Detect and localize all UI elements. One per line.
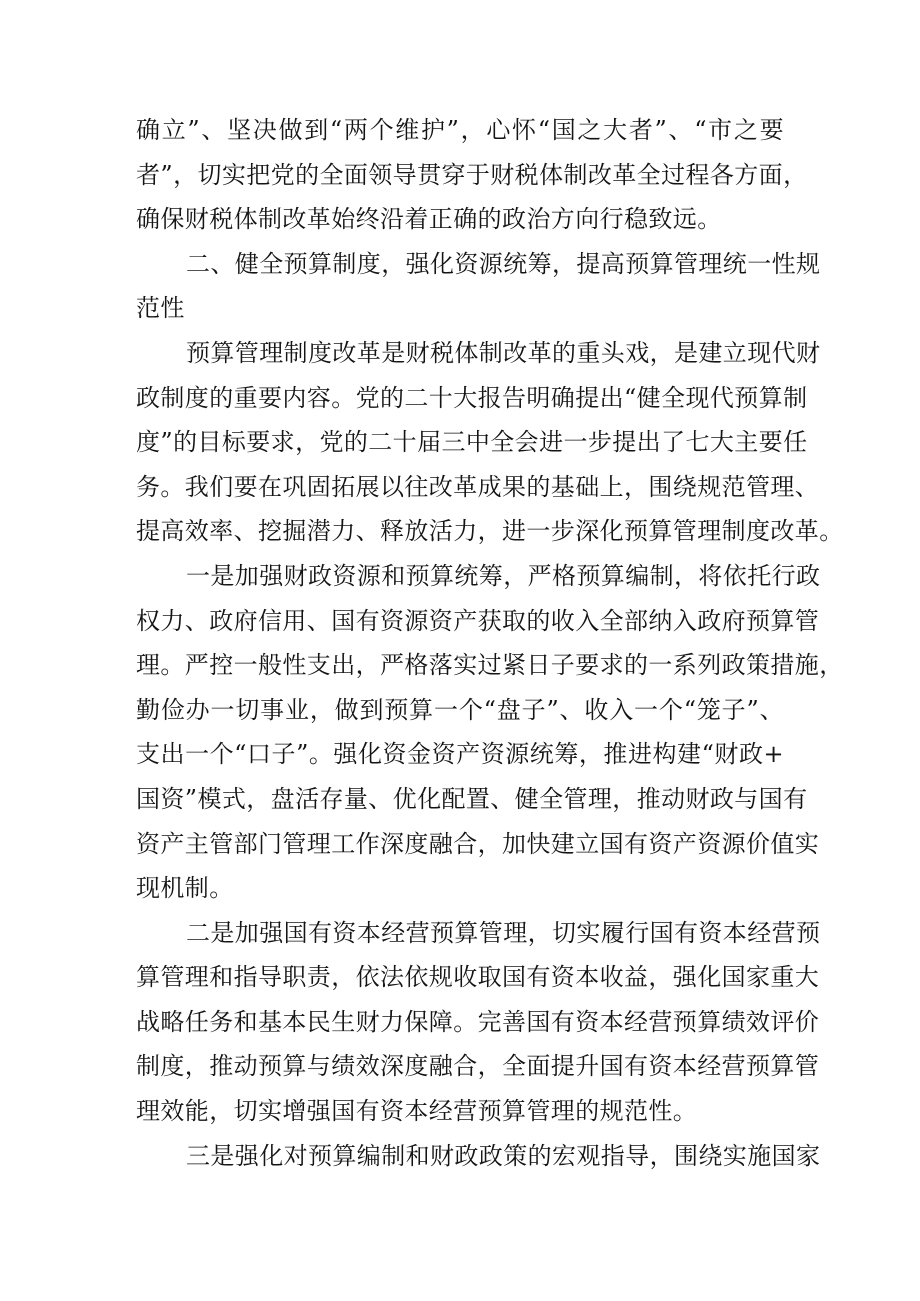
text-line: 理。严控一般性支出，严格落实过紧日子要求的一系列政策措施， (136, 651, 844, 680)
text-line: 现机制。 (136, 874, 234, 903)
text-line: 权力、政府信用、国有资源资产获取的收入全部纳入政府预算管 (136, 606, 820, 635)
text-line: 确保财税体制改革始终沿着正确的政治方向行稳致远。 (136, 205, 722, 234)
text-line: 预算管理制度改革是财税体制改革的重头戏，是建立现代财 (186, 338, 821, 367)
paragraph-point-two (136, 911, 821, 1134)
text-line: 国资”模式，盘活存量、优化配置、健全管理，推动财政与国有 (136, 784, 808, 813)
text-line: 资产主管部门管理工作深度融合，加快建立国有资产资源价值实 (136, 829, 820, 858)
paragraph-budget-reform (136, 331, 844, 554)
text-line: 一是加强财政资源和预算统筹，严格预算编制，将依托行政 (186, 561, 821, 590)
paragraph-point-three (136, 1134, 821, 1179)
text-line: 政制度的重要内容。党的二十大报告明确提出“健全现代预算制 (136, 383, 808, 412)
text-line: 二、健全预算制度，强化资源统筹，提高预算管理统一性规 (186, 249, 821, 278)
text-line: 度”的目标要求，党的二十届三中全会进一步提出了七大主要任 (136, 428, 808, 457)
text-line: 勤俭办一切事业，做到预算一个“盘子”、收入一个“笼子”、 (136, 695, 784, 724)
paragraph-continuation (136, 108, 808, 242)
text-line: 三是强化对预算编制和财政政策的宏观指导，围绕实施国家 (186, 1141, 821, 1170)
text-line: 制度，推动预算与绩效深度融合，全面提升国有资本经营预算管 (136, 1052, 820, 1081)
text-line: 确立”、坚决做到“两个维护”，心怀“国之大者”、“市之要 (136, 116, 784, 144)
text-line: 范性 (136, 294, 185, 323)
text-line: 战略任务和基本民生财力保障。完善国有资本经营预算绩效评价 (136, 1007, 820, 1036)
text-line: 务。我们要在巩固拓展以往改革成果的基础上，围绕规范管理、 (136, 472, 820, 501)
text-line: 理效能，切实增强国有资本经营预算管理的规范性。 (136, 1097, 698, 1126)
text-line: 者”，切实把党的全面领导贯穿于财税体制改革全过程各方面， (136, 160, 808, 189)
text-line: 二是加强国有资本经营预算管理，切实履行国有资本经营预 (186, 918, 821, 947)
text-line: 算管理和指导职责，依法依规收取国有资本收益，强化国家重大 (136, 963, 820, 992)
text-line: 支出一个“口子”。强化资金资产资源统筹，推进构建“财政+ (136, 740, 784, 769)
document-page (136, 108, 844, 1178)
paragraph-point-one (136, 554, 844, 911)
text-line: 提高效率、挖掘潜力、释放活力，进一步深化预算管理制度改革。 (136, 517, 844, 546)
section-heading (136, 242, 821, 331)
